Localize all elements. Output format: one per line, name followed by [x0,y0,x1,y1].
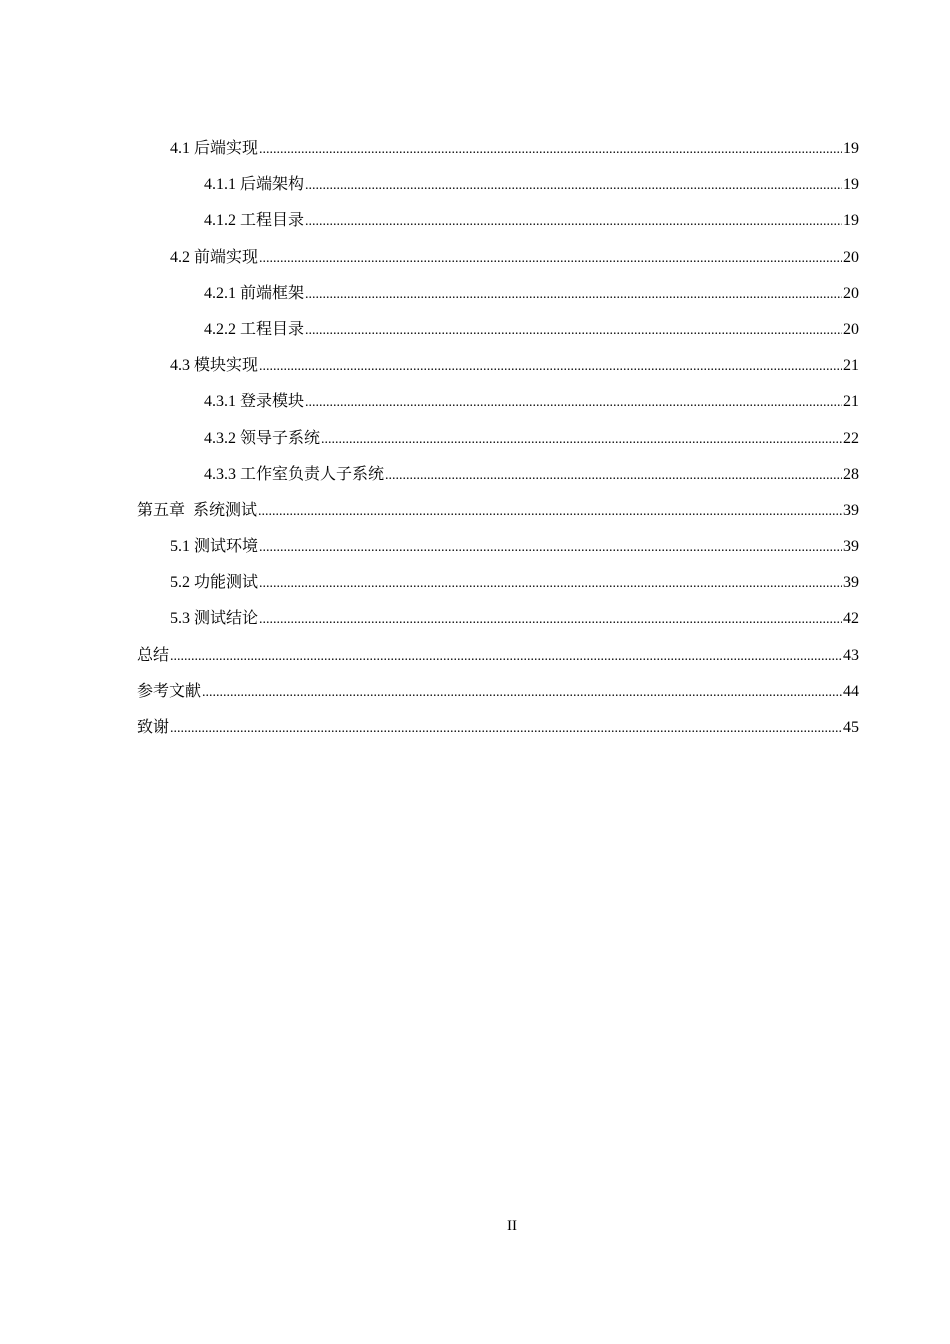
toc-dot-leader [202,674,842,711]
toc-entry-page: 28 [843,465,859,483]
toc-entry[interactable] [137,674,859,710]
toc-entry-title: 致谢 [137,719,170,736]
toc-entry[interactable] [137,493,859,529]
toc-entry-page: 19 [843,212,859,230]
toc-entry-page: 22 [843,429,859,447]
toc-dot-leader [305,203,842,240]
toc-entry[interactable] [137,421,859,457]
toc-entry[interactable] [137,276,859,312]
toc-entry-page: 39 [843,574,859,592]
toc-entry-title: 5.1 测试环境 [170,538,259,556]
toc-dot-leader [258,493,842,530]
toc-entry[interactable] [137,131,859,167]
toc-entry-title: 4.3 模块实现 [170,357,259,375]
toc-entry-page: 20 [843,284,859,302]
toc-entry[interactable] [137,601,859,637]
toc-dot-leader [259,529,842,566]
toc-entry-title: 第五章 系统测试 [137,501,258,519]
toc-entry-title: 4.2 前端实现 [170,248,259,266]
toc-dot-leader [259,131,842,168]
toc-dot-leader [305,312,842,349]
toc-entry[interactable] [137,167,859,203]
toc-entry[interactable] [137,457,859,493]
toc-entry[interactable] [137,240,859,276]
toc-entry-page: 19 [843,140,859,157]
toc-entry-page: 45 [843,719,859,736]
toc-entry-title: 参考文献 [137,682,202,700]
toc-entry-page: 20 [843,320,859,338]
toc-dot-leader [385,457,842,494]
toc-entry-title: 4.2.1 前端框架 [204,284,305,302]
toc-dot-leader [170,638,842,675]
toc-entry-page: 20 [843,248,859,266]
toc-dot-leader [321,421,842,458]
toc-entry[interactable] [137,203,859,239]
toc-dot-leader [259,565,842,602]
toc-entry-page: 42 [843,610,859,628]
toc-dot-leader [305,167,842,204]
toc-dot-leader [259,601,842,638]
toc-entry-page: 43 [843,646,859,664]
toc-entry-page: 39 [843,538,859,556]
toc-entry-title: 4.3.2 领导子系统 [204,429,321,447]
toc-entry-page: 19 [843,176,859,194]
toc-entry-page: 21 [843,393,859,411]
toc-entry-title: 5.2 功能测试 [170,574,259,592]
toc-entry-title: 4.1 后端实现 [170,140,259,157]
toc-dot-leader [305,276,842,313]
toc-entry-page: 21 [843,357,859,375]
toc-entry-title: 4.3.1 登录模块 [204,393,305,411]
toc-entry-title: 4.2.2 工程目录 [204,320,305,338]
toc-dot-leader [170,710,842,747]
toc-dot-leader [305,384,842,421]
toc-entry-page: 39 [843,501,859,519]
toc-entry-title: 4.1.2 工程目录 [204,212,305,230]
toc-entry[interactable] [137,638,859,674]
toc-entry[interactable] [137,565,859,601]
table-of-contents [137,131,859,746]
toc-dot-leader [259,240,842,277]
toc-entry[interactable] [137,710,859,746]
toc-entry[interactable] [137,348,859,384]
toc-entry[interactable] [137,529,859,565]
toc-entry-title: 4.1.1 后端架构 [204,176,305,194]
toc-entry-page: 44 [843,682,859,700]
toc-entry[interactable] [137,312,859,348]
toc-dot-leader [259,348,842,385]
toc-entry-title: 5.3 测试结论 [170,610,259,628]
toc-entry-title: 总结 [137,646,170,664]
toc-entry-title: 4.3.3 工作室负责人子系统 [204,465,385,483]
page-number: II [507,1218,517,1234]
toc-entry[interactable] [137,384,859,420]
